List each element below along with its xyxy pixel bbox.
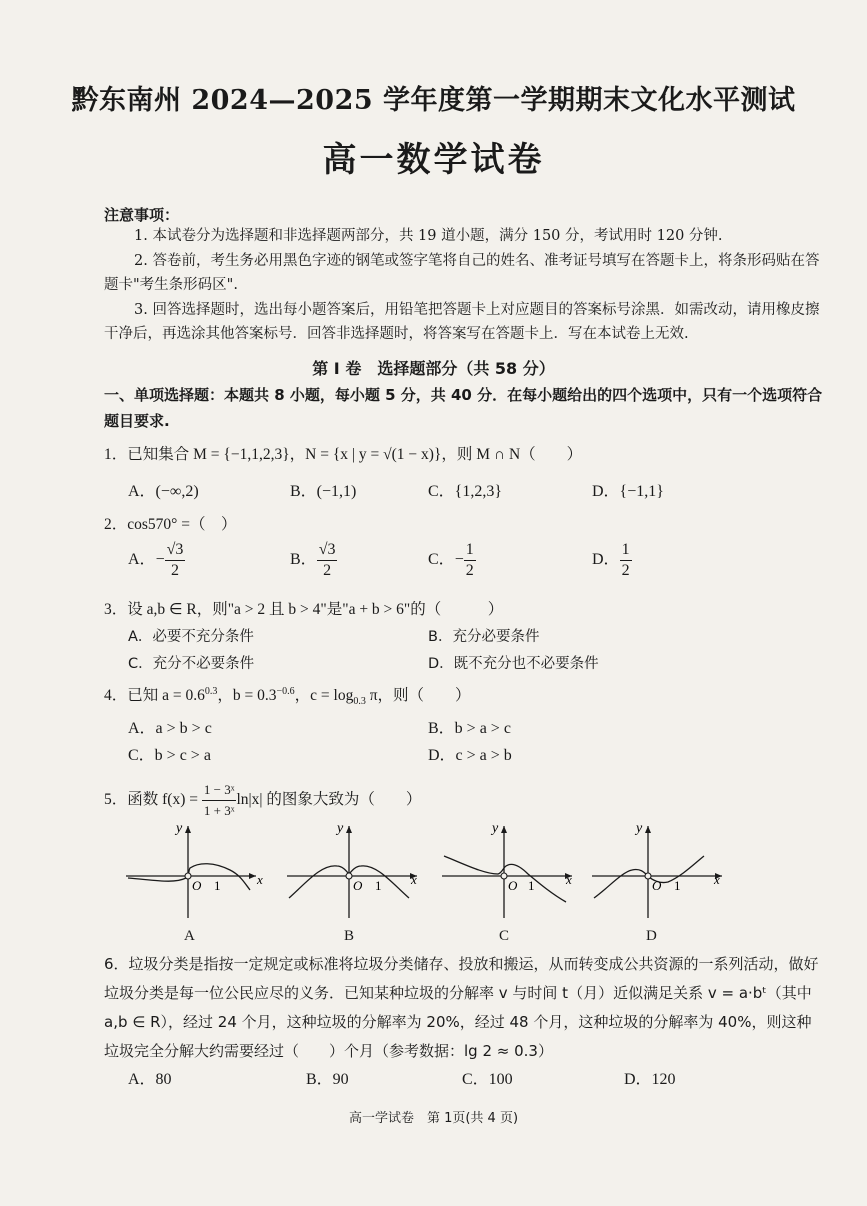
q1-option-a: A．(−∞,2)	[128, 483, 199, 500]
question-2-stem: 2．cos570° =（ ）	[104, 516, 237, 533]
q3-option-d: D．既不充分也不必要条件	[428, 656, 599, 672]
q2-a-sign: −	[155, 551, 165, 569]
q3-option-a: A．必要不充分条件	[128, 629, 254, 645]
svg-text:y: y	[492, 821, 499, 836]
question-6-stem: 6．垃圾分类是指按一定规定或标准将垃圾分类储存、投放和搬运，从而转变成公共资源的一系列活动，做好垃圾分类是每一位公民应尽的义务．已知某种垃圾的分解率 v 与时间 t（月）近似满足关系 v = a·bᵗ（其中 a,b ∈ R），经过 24 个月，这种垃圾的分解率为 20%，经过 48 个月，这种垃圾的分解率为 40%，则这种垃圾完全分解大约需要经过（ ）个月（参考数据：lg 2 ≈ 0.3）	[104, 955, 819, 1060]
svg-text:O: O	[508, 878, 518, 893]
q2-d-fraction	[620, 540, 632, 581]
svg-text:1: 1	[375, 878, 382, 893]
q2-a-num: √3	[165, 540, 186, 561]
q2-c-sign: −	[454, 551, 464, 569]
q5-graph-c	[440, 818, 580, 922]
q1-option-c: C．{1,2,3}	[428, 483, 503, 500]
question-4-stem: 4．已知 $a = 0.6^{0.3}$，$b = 0.3^{-0.6}$，$c = \log_{0.3} \pi$，则（ ）	[104, 685, 471, 708]
q5-graph-label-c: C	[499, 928, 510, 944]
q2-d-num: 1	[620, 540, 632, 561]
q2-a-fraction	[165, 540, 186, 581]
svg-text:O: O	[192, 878, 202, 893]
svg-text:y: y	[176, 821, 183, 836]
q5-graph-a	[124, 818, 264, 922]
q4-option-b: B．b > a > c	[428, 720, 511, 737]
q6-option-a: A．80	[128, 1071, 172, 1088]
exam-subtitle: 高一数学试卷	[322, 140, 545, 180]
q2-option-a	[128, 540, 185, 581]
part-description: 一、单项选择题：本题共 8 小题，每小题 5 分，共 40 分．在每小题给出的四个选项中，只有一个选项符合题目要求.	[104, 386, 823, 430]
q2-c-fraction	[464, 540, 476, 581]
q2-option-d	[592, 540, 632, 581]
q4-option-d: D．c > a > b	[428, 747, 512, 764]
q2-option-c	[428, 540, 476, 581]
svg-text:x: x	[714, 872, 720, 887]
q2-c-num: 1	[464, 540, 476, 561]
q2-c-den: 2	[465, 562, 474, 579]
q2-a-label: A．	[128, 551, 156, 569]
q5-graph-label-d: D	[646, 928, 657, 944]
q2-b-fraction	[317, 540, 338, 581]
q3-option-b: B．充分必要条件	[428, 629, 540, 645]
notice-list	[104, 224, 824, 347]
q2-b-label: B．	[290, 551, 317, 569]
svg-text:1: 1	[214, 878, 221, 893]
q5-graph-d	[590, 818, 730, 922]
svg-text:1: 1	[674, 878, 681, 893]
svg-text:O: O	[652, 878, 662, 893]
question-1-stem: 1．已知集合 M = {−1,1,2,3}，N = {x | y = √(1 − x)}，则 M ∩ N（ ）	[104, 446, 583, 463]
exam-title: 黔东南州 2024—2025 学年度第一学期期末文化水平测试	[71, 85, 796, 116]
q2-d-label: D．	[592, 551, 620, 569]
section-title: 第 I 卷 选择题部分（共 58 分）	[312, 359, 555, 378]
q3-option-c: C．充分不必要条件	[128, 656, 255, 672]
page-footer: 高一学试卷 第 1页(共 4 页)	[348, 1111, 519, 1126]
svg-text:O: O	[353, 878, 363, 893]
q2-option-b	[290, 540, 337, 581]
q6-option-c: C．100	[462, 1071, 513, 1088]
q2-b-den: 2	[323, 562, 332, 579]
svg-text:x: x	[566, 872, 572, 887]
q6-option-d: D．120	[624, 1071, 676, 1088]
notice-item-1: 1. 本试卷分为选择题和非选择题两部分，共 19 道小题，满分 150 分，考试用时 120 分钟.	[134, 228, 723, 244]
svg-text:1: 1	[528, 878, 535, 893]
svg-text:x: x	[257, 872, 263, 887]
q2-d-den: 2	[621, 562, 630, 579]
q2-b-num: √3	[317, 540, 338, 561]
q2-c-label: C．	[428, 551, 455, 569]
q4-option-a: A．a > b > c	[128, 720, 212, 737]
q2-a-den: 2	[170, 562, 179, 579]
q4-option-c: C．b > c > a	[128, 747, 211, 764]
svg-text:x: x	[411, 872, 417, 887]
svg-text:y: y	[636, 821, 643, 836]
q1-option-d: D．{−1,1}	[592, 483, 664, 500]
q1-option-b: B．(−1,1)	[290, 483, 357, 500]
q5-graph-label-a: A	[184, 928, 195, 944]
q5-graph-b	[285, 818, 425, 922]
q5-graph-label-b: B	[344, 928, 355, 944]
q5-fraction: $\frac{\text{1 − 3ˣ}}{\text{1 + 3ˣ}}$	[203, 782, 235, 818]
notice-item-2: 2. 答卷前，考生务必用黑色字迹的钢笔或签字笔将自己的姓名、准考证号填写在答题卡上，将条形码贴在答题卡"考生条形码区".	[104, 252, 820, 293]
q6-option-b: B．90	[306, 1071, 349, 1088]
svg-text:y: y	[337, 821, 344, 836]
notice-heading: 注意事项：	[104, 206, 180, 224]
question-5-stem: 5．函数 f(x) = $\frac{\text{1 − 3ˣ}}{\text{1 + 3ˣ}}$ ln|x| 的图象大致为（ ）	[104, 780, 421, 821]
question-3-stem: 3．设 a,b ∈ R，则"a > 2 且 b > 4"是"a + b > 6"的（ ）	[104, 601, 504, 618]
notice-item-3: 3. 回答选择题时，选出每小题答案后，用铅笔把答题卡上对应题目的答案标号涂黑．如需改动，请用橡皮擦干净后，再选涂其他答案标号．回答非选择题时，将答案写在答题卡上．写在本试卷上无效.	[104, 301, 820, 342]
